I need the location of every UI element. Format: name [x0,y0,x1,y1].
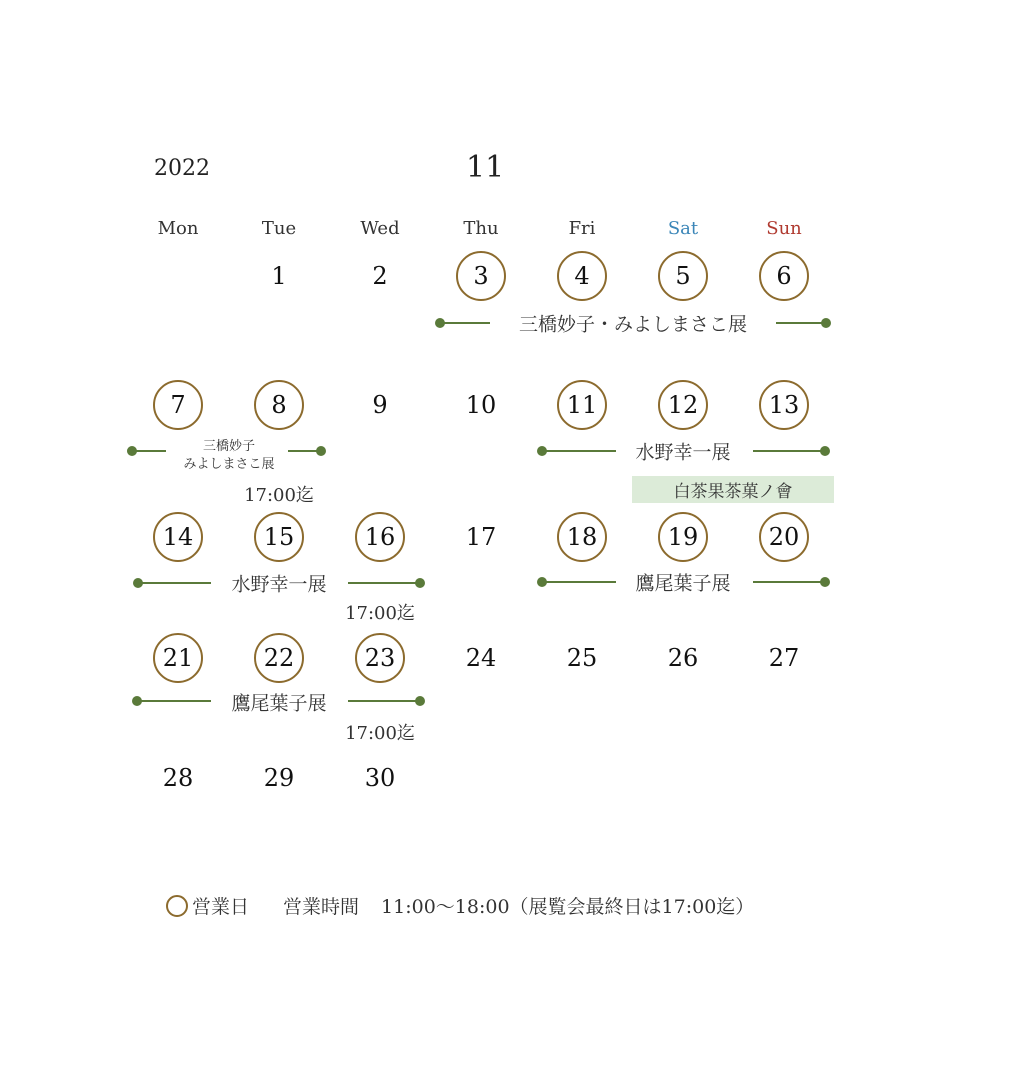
weekday-fri: Fri [568,218,596,239]
day-2: 2 [372,262,388,290]
closing-time-note: 17:00迄 [345,723,415,744]
closing-time-note: 17:00迄 [244,485,314,506]
event-line [753,581,825,583]
day-28: 28 [162,764,194,792]
day-12: 12 [658,380,708,430]
weekday-tue: Tue [261,218,297,239]
event-end-dot [415,578,425,588]
event-end-dot [316,446,326,456]
day-6: 6 [759,251,809,301]
day-10: 10 [465,391,497,419]
day-23: 23 [355,633,405,683]
day-19: 19 [658,512,708,562]
closing-time-note: 17:00迄 [345,603,415,624]
day-17: 17 [465,523,497,551]
day-25: 25 [566,644,598,672]
day-21: 21 [153,633,203,683]
month-label: 11 [466,150,505,185]
day-5: 5 [658,251,708,301]
day-7: 7 [153,380,203,430]
day-22: 22 [254,633,304,683]
weekday-thu: Thu [463,218,499,239]
open-day-circle-icon [166,895,188,917]
event-line [753,450,825,452]
day-14: 14 [153,512,203,562]
day-29: 29 [263,764,295,792]
event-label: 鷹尾葉子展 [231,692,327,715]
day-30: 30 [364,764,396,792]
weekday-sat: Sat [667,218,699,239]
day-26: 26 [667,644,699,672]
weekday-sun: Sun [766,218,802,239]
day-18: 18 [557,512,607,562]
event-end-dot [821,318,831,328]
day-13: 13 [759,380,809,430]
day-8: 8 [254,380,304,430]
event-end-dot [415,696,425,706]
legend-open-label: 営業日 [192,896,250,918]
event-line [776,322,826,324]
event-line [138,582,211,584]
weekday-mon: Mon [157,218,199,239]
day-16: 16 [355,512,405,562]
year-label: 2022 [154,156,210,181]
event-end-dot [820,446,830,456]
day-1: 1 [271,262,287,290]
day-11: 11 [557,380,607,430]
event-line [348,582,420,584]
day-20: 20 [759,512,809,562]
event-line [348,700,420,702]
event-label: 水野幸一展 [231,573,327,596]
day-27: 27 [768,644,800,672]
event-label-line2: みよしまさこ展 [183,457,275,472]
event-label-small [183,438,274,474]
event-label-line1: 三橋妙子 [202,439,256,454]
day-3: 3 [456,251,506,301]
legend-hours-value: 11:00～18:00（展覧会最終日は17:00迄） [381,896,755,918]
event-line [440,322,490,324]
event-line [542,581,616,583]
weekday-wed: Wed [360,218,400,239]
event-label: 水野幸一展 [635,441,731,464]
day-24: 24 [465,644,497,672]
event-line [137,700,211,702]
event-label: 三橋妙子・みよしまさこ展 [518,313,748,336]
event-label: 鷹尾葉子展 [635,572,731,595]
special-event-bar: 白茶果茶菓ノ會 [632,476,834,503]
day-9: 9 [372,391,388,419]
day-15: 15 [254,512,304,562]
event-line [542,450,616,452]
event-line [132,450,166,452]
legend [166,892,754,919]
legend-hours-label: 営業時間 [283,896,360,918]
event-end-dot [820,577,830,587]
day-4: 4 [557,251,607,301]
